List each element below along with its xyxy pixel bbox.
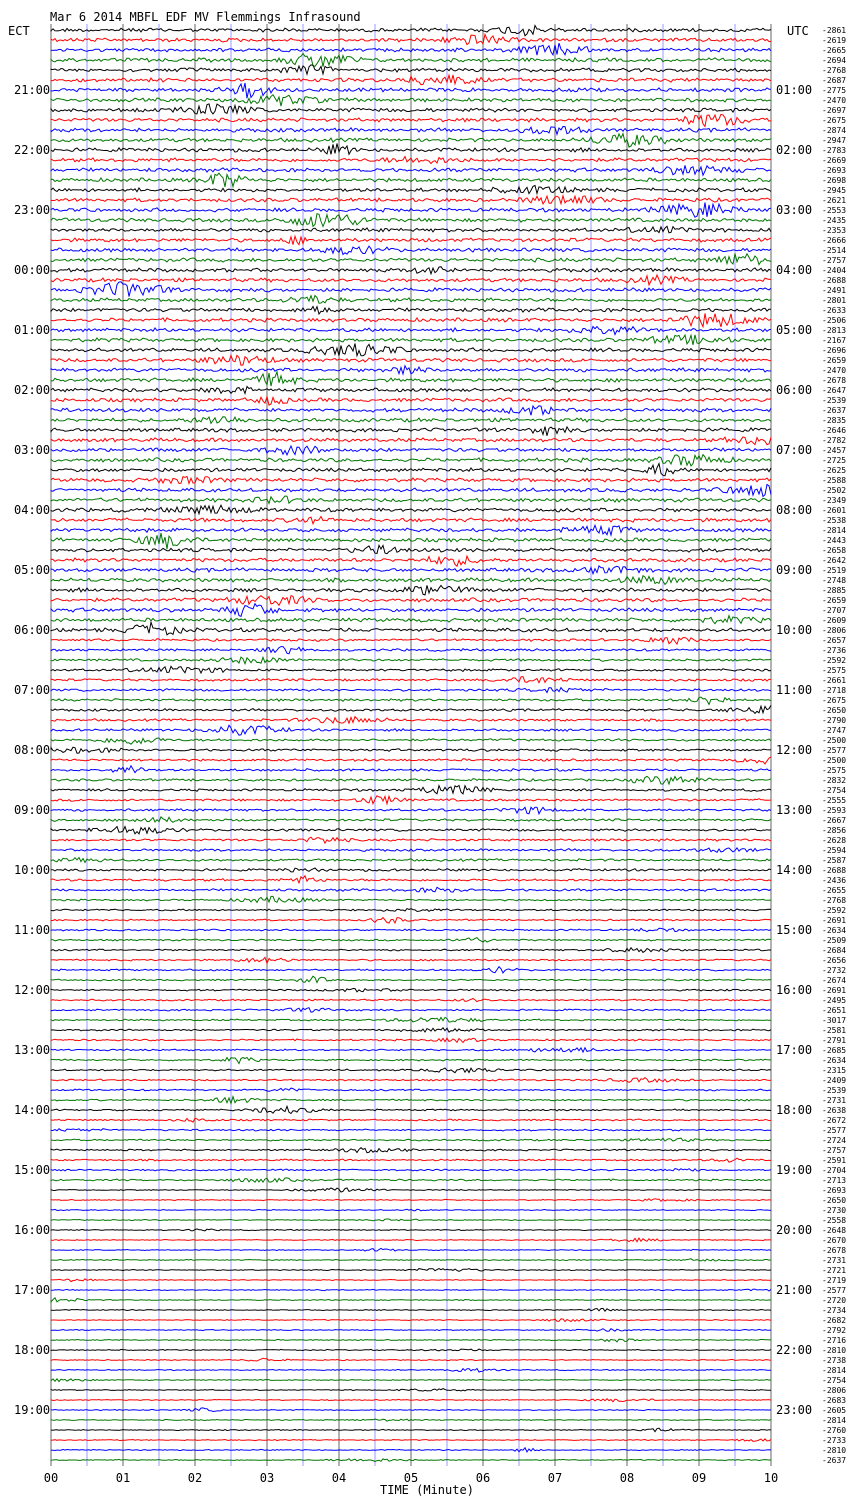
row-offset-label: -2810 [822, 1446, 847, 1455]
row-offset-label: -2685 [822, 1046, 847, 1055]
row-offset-label: -2588 [822, 476, 847, 485]
row-offset-label: -2593 [822, 806, 847, 815]
row-offset-label: -2638 [822, 1106, 847, 1115]
right-hour-label: 07:00 [776, 443, 813, 457]
row-offset-label: -2734 [822, 1306, 847, 1315]
row-offset-label: -2349 [822, 496, 847, 505]
row-offset-label: -2861 [822, 26, 847, 35]
row-offset-label: -2621 [822, 196, 847, 205]
row-offset-label: -2835 [822, 416, 847, 425]
row-offset-label: -2601 [822, 506, 847, 515]
row-offset-label: -2716 [822, 1336, 847, 1345]
right-hour-label: 13:00 [776, 803, 813, 817]
x-tick-label: 10 [763, 1471, 779, 1485]
row-offset-label: -2757 [822, 256, 847, 265]
row-offset-label: -2782 [822, 436, 847, 445]
row-offset-label: -2684 [822, 946, 847, 955]
row-offset-label: -2495 [822, 996, 847, 1005]
right-hour-label: 14:00 [776, 863, 813, 877]
row-offset-label: -2688 [822, 866, 847, 875]
row-offset-label: -2581 [822, 1026, 847, 1035]
row-offset-label: -2733 [822, 1436, 847, 1445]
x-tick-label: 05 [403, 1471, 419, 1485]
right-hour-label: 08:00 [776, 503, 813, 517]
row-offset-label: -2754 [822, 1376, 847, 1385]
row-offset-label: -2675 [822, 696, 847, 705]
row-offset-label: -2594 [822, 846, 847, 855]
row-offset-label: -2760 [822, 1426, 847, 1435]
row-offset-label: -2577 [822, 746, 847, 755]
row-offset-label: -2813 [822, 326, 847, 335]
row-offset-label: -2682 [822, 1316, 847, 1325]
right-hour-label: 12:00 [776, 743, 813, 757]
row-offset-label: -2718 [822, 686, 847, 695]
row-offset-label: -2670 [822, 1236, 847, 1245]
row-offset-label: -2648 [822, 1226, 847, 1235]
row-offset-label: -2650 [822, 706, 847, 715]
left-hour-label: 02:00 [14, 383, 51, 397]
x-tick-label: 09 [691, 1471, 707, 1485]
row-offset-label: -2577 [822, 1126, 847, 1135]
row-offset-label: -2587 [822, 856, 847, 865]
row-offset-label: -2947 [822, 136, 847, 145]
right-hour-label: 21:00 [776, 1283, 813, 1297]
row-offset-label: -2637 [822, 1456, 847, 1465]
x-tick-label: 07 [547, 1471, 563, 1485]
row-offset-label: -2353 [822, 226, 847, 235]
row-offset-label: -2167 [822, 336, 847, 345]
row-offset-label: -2731 [822, 1256, 847, 1265]
right-hour-label: 04:00 [776, 263, 813, 277]
x-axis-label: TIME (Minute) [380, 1483, 474, 1497]
row-offset-label: -2667 [822, 816, 847, 825]
row-offset-label: -2409 [822, 1076, 847, 1085]
left-hour-label: 14:00 [14, 1103, 51, 1117]
left-hour-label: 09:00 [14, 803, 51, 817]
row-offset-label: -2575 [822, 766, 847, 775]
left-hour-label: 18:00 [14, 1343, 51, 1357]
row-offset-label: -2637 [822, 406, 847, 415]
row-offset-label: -2634 [822, 1056, 847, 1065]
row-offset-label: -2757 [822, 1146, 847, 1155]
row-offset-label: -2539 [822, 1086, 847, 1095]
left-hour-label: 16:00 [14, 1223, 51, 1237]
row-offset-labels [822, 26, 846, 1465]
row-offset-label: -2747 [822, 726, 847, 735]
right-hour-label: 02:00 [776, 143, 813, 157]
row-offset-label: -2625 [822, 466, 847, 475]
row-offset-label: -2720 [822, 1296, 847, 1305]
row-offset-label: -2768 [822, 66, 847, 75]
left-hour-label: 11:00 [14, 923, 51, 937]
row-offset-label: -2669 [822, 156, 847, 165]
row-offset-label: -2659 [822, 356, 847, 365]
left-hour-label: 06:00 [14, 623, 51, 637]
row-offset-label: -2832 [822, 776, 847, 785]
row-offset-label: -2791 [822, 1036, 847, 1045]
row-offset-label: -2704 [822, 1166, 847, 1175]
row-offset-label: -2801 [822, 296, 847, 305]
left-hour-label: 15:00 [14, 1163, 51, 1177]
row-offset-label: -2619 [822, 36, 847, 45]
row-offset-label: -2856 [822, 826, 847, 835]
row-offset-label: -2736 [822, 646, 847, 655]
x-tick-label: 08 [619, 1471, 635, 1485]
row-offset-label: -2806 [822, 626, 847, 635]
right-hour-label: 01:00 [776, 83, 813, 97]
row-offset-label: -2719 [822, 1276, 847, 1285]
row-offset-label: -2688 [822, 276, 847, 285]
right-hour-labels [776, 83, 812, 1417]
row-offset-label: -2642 [822, 556, 847, 565]
row-offset-label: -2650 [822, 1196, 847, 1205]
row-offset-label: -2592 [822, 656, 847, 665]
right-hour-label: 23:00 [776, 1403, 813, 1417]
right-hour-label: 09:00 [776, 563, 813, 577]
left-hour-label: 23:00 [14, 203, 51, 217]
x-tick-label: 00 [43, 1471, 59, 1485]
right-hour-label: 15:00 [776, 923, 813, 937]
row-offset-label: -2605 [822, 1406, 847, 1415]
left-hour-label: 07:00 [14, 683, 51, 697]
row-offset-label: -2491 [822, 286, 847, 295]
row-offset-label: -2672 [822, 1116, 847, 1125]
row-offset-label: -2725 [822, 456, 847, 465]
row-offset-label: -2609 [822, 616, 847, 625]
left-hour-label: 17:00 [14, 1283, 51, 1297]
row-offset-label: -2730 [822, 1206, 847, 1215]
row-offset-label: -2724 [822, 1136, 847, 1145]
row-offset-label: -2783 [822, 146, 847, 155]
left-hour-label: 04:00 [14, 503, 51, 517]
row-offset-label: -2691 [822, 916, 847, 925]
row-offset-label: -2658 [822, 546, 847, 555]
row-offset-label: -2655 [822, 886, 847, 895]
row-offset-label: -2731 [822, 1096, 847, 1105]
row-offset-label: -2553 [822, 206, 847, 215]
row-offset-label: -2500 [822, 736, 847, 745]
row-offset-label: -2457 [822, 446, 847, 455]
left-hour-label: 13:00 [14, 1043, 51, 1057]
x-tick-label: 02 [187, 1471, 203, 1485]
left-hour-labels [14, 83, 50, 1417]
row-offset-label: -2693 [822, 1186, 847, 1195]
row-offset-label: -2814 [822, 1366, 847, 1375]
row-offset-label: -2696 [822, 346, 847, 355]
row-offset-label: -2687 [822, 76, 847, 85]
row-offset-label: -2810 [822, 1346, 847, 1355]
row-offset-label: -2678 [822, 1246, 847, 1255]
row-offset-label: -2538 [822, 516, 847, 525]
right-hour-label: 20:00 [776, 1223, 813, 1237]
row-offset-label: -2721 [822, 1266, 847, 1275]
row-offset-label: -2647 [822, 386, 847, 395]
row-offset-label: -2806 [822, 1386, 847, 1395]
row-offset-label: -2754 [822, 786, 847, 795]
row-offset-label: -2738 [822, 1356, 847, 1365]
right-hour-label: 18:00 [776, 1103, 813, 1117]
row-offset-label: -2675 [822, 116, 847, 125]
x-tick-label: 03 [259, 1471, 275, 1485]
row-offset-label: -2443 [822, 536, 847, 545]
right-hour-label: 03:00 [776, 203, 813, 217]
row-offset-label: -2713 [822, 1176, 847, 1185]
row-offset-label: -2694 [822, 56, 847, 65]
row-offset-label: -2659 [822, 596, 847, 605]
right-hour-label: 05:00 [776, 323, 813, 337]
row-offset-label: -2651 [822, 1006, 847, 1015]
row-offset-label: -2683 [822, 1396, 847, 1405]
x-tick-label: 04 [331, 1471, 347, 1485]
row-offset-label: -2577 [822, 1286, 847, 1295]
row-offset-label: -2555 [822, 796, 847, 805]
row-offset-label: -2633 [822, 306, 847, 315]
left-hour-label: 00:00 [14, 263, 51, 277]
left-hour-label: 10:00 [14, 863, 51, 877]
row-offset-label: -2519 [822, 566, 847, 575]
right-hour-label: 06:00 [776, 383, 813, 397]
right-hour-label: 17:00 [776, 1043, 813, 1057]
row-offset-label: -2628 [822, 836, 847, 845]
left-axis-label: ECT [8, 24, 30, 38]
row-offset-label: -3017 [822, 1016, 847, 1025]
left-hour-label: 12:00 [14, 983, 51, 997]
row-offset-label: -2500 [822, 756, 847, 765]
row-offset-label: -2698 [822, 176, 847, 185]
row-offset-label: -2792 [822, 1326, 847, 1335]
row-offset-label: -2748 [822, 576, 847, 585]
x-tick-label: 01 [115, 1471, 131, 1485]
row-offset-label: -2732 [822, 966, 847, 975]
row-offset-label: -2691 [822, 986, 847, 995]
row-offset-label: -2436 [822, 876, 847, 885]
row-offset-label: -2470 [822, 366, 847, 375]
row-offset-label: -2514 [822, 246, 847, 255]
left-hour-label: 03:00 [14, 443, 51, 457]
row-offset-label: -2539 [822, 396, 847, 405]
right-axis-label: UTC [787, 24, 809, 38]
right-hour-label: 19:00 [776, 1163, 813, 1177]
row-offset-label: -2646 [822, 426, 847, 435]
row-offset-label: -2657 [822, 636, 847, 645]
row-offset-label: -2634 [822, 926, 847, 935]
row-offset-label: -2814 [822, 526, 847, 535]
left-hour-label: 08:00 [14, 743, 51, 757]
row-offset-label: -2814 [822, 1416, 847, 1425]
left-hour-label: 01:00 [14, 323, 51, 337]
row-offset-label: -2506 [822, 316, 847, 325]
right-hour-label: 16:00 [776, 983, 813, 997]
row-offset-label: -2575 [822, 666, 847, 675]
row-offset-label: -2470 [822, 96, 847, 105]
row-offset-label: -2885 [822, 586, 847, 595]
left-hour-label: 22:00 [14, 143, 51, 157]
row-offset-label: -2656 [822, 956, 847, 965]
row-offset-label: -2790 [822, 716, 847, 725]
row-offset-label: -2693 [822, 166, 847, 175]
row-offset-label: -2435 [822, 216, 847, 225]
right-hour-label: 10:00 [776, 623, 813, 637]
row-offset-label: -2775 [822, 86, 847, 95]
row-offset-label: -2768 [822, 896, 847, 905]
row-offset-label: -2666 [822, 236, 847, 245]
row-offset-label: -2665 [822, 46, 847, 55]
row-offset-label: -2315 [822, 1066, 847, 1075]
x-tick-label: 06 [475, 1471, 491, 1485]
right-hour-label: 22:00 [776, 1343, 813, 1357]
left-hour-label: 05:00 [14, 563, 51, 577]
row-offset-label: -2945 [822, 186, 847, 195]
right-hour-label: 11:00 [776, 683, 813, 697]
row-offset-label: -2558 [822, 1216, 847, 1225]
row-offset-label: -2592 [822, 906, 847, 915]
row-offset-label: -2697 [822, 106, 847, 115]
row-offset-label: -2509 [822, 936, 847, 945]
row-offset-label: -2591 [822, 1156, 847, 1165]
row-offset-label: -2678 [822, 376, 847, 385]
row-offset-label: -2404 [822, 266, 847, 275]
row-offset-label: -2661 [822, 676, 847, 685]
row-offset-label: -2502 [822, 486, 847, 495]
row-offset-label: -2874 [822, 126, 847, 135]
row-offset-label: -2707 [822, 606, 847, 615]
left-hour-label: 21:00 [14, 83, 51, 97]
plot-title: Mar 6 2014 MBFL EDF MV Flemmings Infrasound [50, 10, 361, 24]
row-offset-label: -2674 [822, 976, 847, 985]
left-hour-label: 19:00 [14, 1403, 51, 1417]
